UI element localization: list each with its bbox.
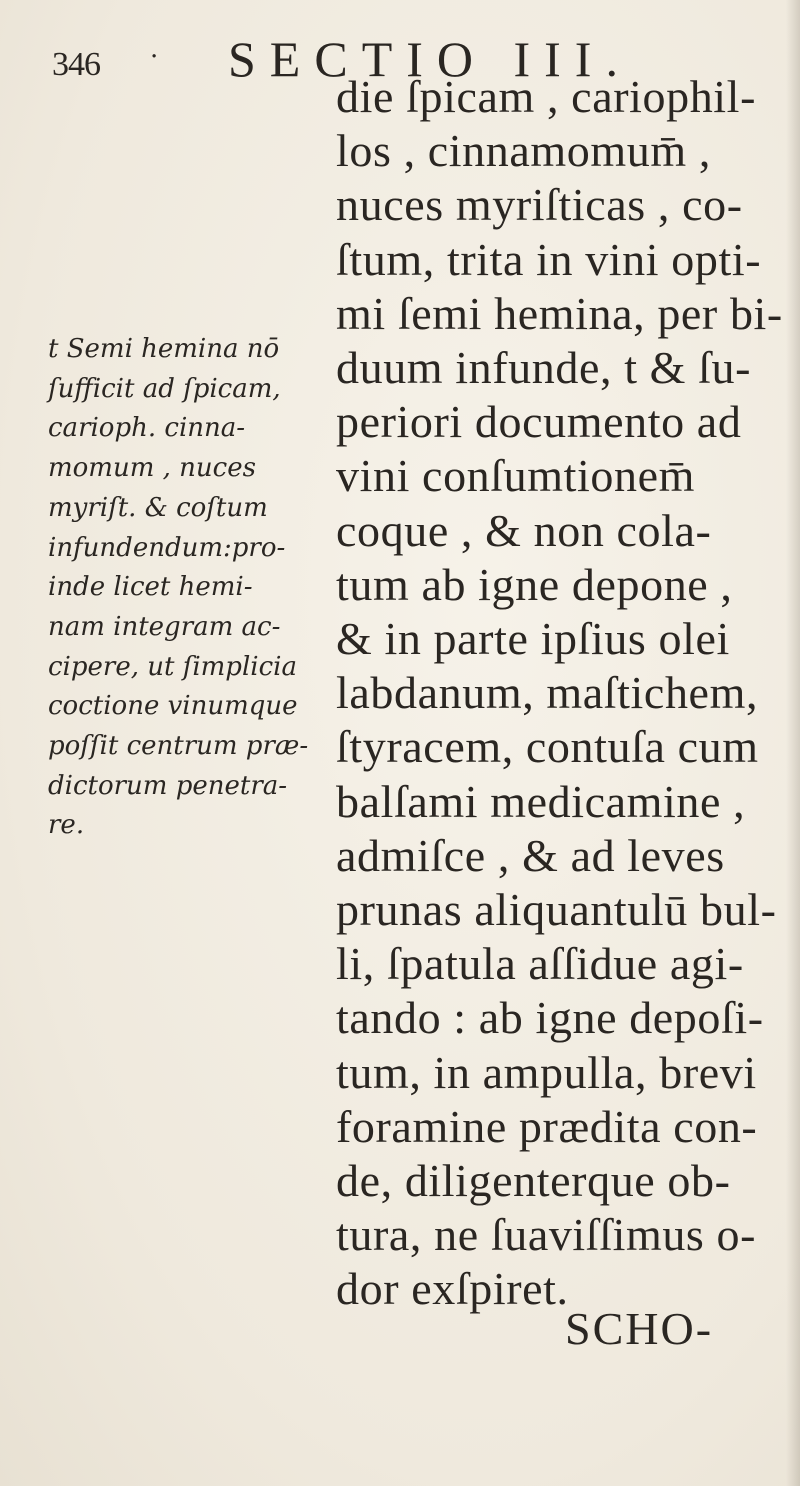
- text-line: tum, in ampulla, brevi: [336, 1046, 757, 1098]
- text-line: los , cinnamomum̄ ,: [336, 125, 711, 177]
- text-line: die ſpicam , cariophil-: [336, 71, 756, 122]
- header-mark: ·: [150, 42, 159, 72]
- text-line: periori documento ad: [336, 396, 742, 448]
- marginal-note-line: coctione vinumque: [48, 691, 298, 722]
- marginal-note-line: infundendum:pro-: [48, 532, 286, 563]
- text-line: mi ſemi hemina, per bi-: [336, 287, 783, 339]
- text-line: & in parte ipſius olei: [336, 613, 730, 665]
- marginal-note-line: ſufficit ad ſpicam,: [48, 373, 281, 404]
- marginal-note-line: t Semi hemina nō: [48, 334, 280, 364]
- marginal-note-line: carioph. cinna-: [48, 413, 246, 444]
- text-line: foramine prædita con-: [336, 1100, 758, 1152]
- text-line: coque , & non cola-: [336, 504, 712, 556]
- text-line: tum ab igne depone ,: [336, 558, 733, 610]
- marginal-note-line: nam integram ac-: [48, 611, 281, 642]
- marginal-note-line: cipere, ut ſimplicia: [48, 651, 297, 682]
- text-line: dor exſpiret.: [336, 1263, 569, 1315]
- text-line: vini conſumtionem̄: [336, 450, 695, 502]
- text-line: nuces myriſticas , co-: [336, 179, 743, 231]
- marginal-note: [48, 330, 318, 846]
- text-line: duum infunde, t & ſu-: [336, 342, 752, 394]
- text-line: balſami medicamine ,: [336, 775, 746, 827]
- marginal-note-line: re.: [48, 810, 85, 841]
- text-line: li, ſpatula aſſidue agi-: [336, 938, 744, 990]
- running-head: SECTIO III.: [228, 31, 632, 87]
- marginal-note-line: inde licet hemi-: [48, 572, 253, 603]
- text-line: prunas aliquantulū bul-: [336, 884, 777, 936]
- text-line: admiſce , & ad leves: [336, 829, 725, 881]
- text-line: tura, ne ſuaviſſimus o-: [336, 1209, 757, 1261]
- page-edge-shadow: [786, 0, 800, 1486]
- marginal-note-line: momum , nuces: [48, 453, 256, 484]
- main-text-column: [336, 70, 783, 1317]
- catchword: SCHO-: [565, 1303, 714, 1354]
- text-line: de, diligenterque ob-: [336, 1155, 731, 1207]
- text-line: tando : ab igne depoſi-: [336, 992, 764, 1044]
- marginal-note-line: dictorum penetra-: [48, 770, 288, 801]
- marginal-note-line: poſſit centrum præ-: [48, 731, 309, 762]
- marginal-note-line: myriſt. & coſtum: [48, 492, 268, 523]
- text-line: ſtum, trita in vini opti-: [336, 233, 762, 285]
- text-line: labdanum, maſtichem,: [336, 667, 759, 719]
- page-number: 346: [52, 46, 100, 83]
- text-line: ſtyracem, contuſa cum: [336, 721, 759, 773]
